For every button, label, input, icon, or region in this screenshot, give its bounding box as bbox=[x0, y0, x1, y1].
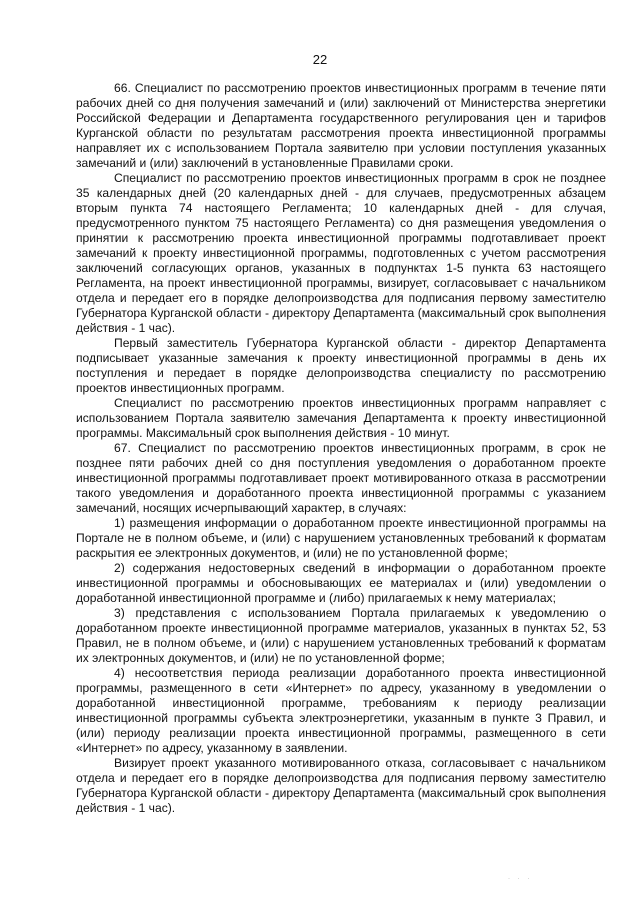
list-item-4: 4) несоответствия периода реализации доработанного проекта инвестиционной программы, размещенного в сети «Интернет» по адресу, указанному в уведомлении о доработанной инвестиционной программе, требованиям к периоду реализации инвестиционной программы субъекта электроэнергетики, указанным в пункте 3 Правил, и (или) периоду реализации проекта инвестиционной программы, размещенного в сети «Интернет» по адресу, указанному в заявлении. bbox=[76, 666, 606, 755]
document-body bbox=[76, 81, 606, 816]
list-item-3: 3) представления с использованием Портала прилагаемых к уведомлению о доработанном проекте инвестиционной программе материалов, указанных в пунктах 52, 53 Правил, не в полном объеме, и (или) с нарушением установленных требований к форматам их электронных документов, и (или) не по установленной форме; bbox=[76, 606, 606, 665]
page-number: 22 bbox=[312, 52, 328, 67]
paragraph-send-remarks: Специалист по рассмотрению проектов инвестиционных программ направляет с использованием Портала заявителю замечания Департамента к проекту инвестиционной программы. Максимальный срок выполнения действия - 10 минут. bbox=[76, 396, 606, 440]
paragraph-66-intro: 66. Специалист по рассмотрению проектов инвестиционных программ в течение пяти рабочих дней со дня получения замечаний и (или) заключений от Министерства энергетики Российской Федерации и Департамента государственного регулирования цен и тарифов Курганской области по результатам рассмотрения проекта инвестиционной программы направляет их с использованием Портала заявителю при условии поступления указанных замечаний и (или) заключений в установленные Правилами сроки. bbox=[76, 81, 606, 170]
list-item-1: 1) размещения информации о доработанном проекте инвестиционной программы на Портале не в полном объеме, и (или) с нарушением установленных требований к форматам раскрытия ее электронных документов, и (или) не по установленной форме; bbox=[76, 516, 606, 560]
paragraph-67-intro: 67. Специалист по рассмотрению проектов инвестиционных программ, в срок не позднее пяти рабочих дней со дня поступления уведомления о доработанном проекте инвестиционной программы подготавливает проект мотивированного отказа в рассмотрении такого уведомления и доработанного проекта инвестиционной программы с указанием замечаний, носящих исчерпывающий характер, в случаях: bbox=[76, 441, 606, 515]
scan-artifact-dots: · · · bbox=[508, 876, 533, 882]
list-item-2: 2) содержания недостоверных сведений в информации о доработанном проекте инвестиционной программы и обосновывающих ее материалах и (или) уведомлении о доработанной инвестиционной программе и (либо) прилагаемых к нему материалах; bbox=[76, 561, 606, 605]
paragraph-first-deputy-signs: Первый заместитель Губернатора Курганской области - директор Департамента подписывает указанные замечания к проекту инвестиционной программы в день их поступления и передает в порядке делопроизводства специалисту по рассмотрению проектов инвестиционных программ. bbox=[76, 336, 606, 395]
paragraph-remarks-deadline: Специалист по рассмотрению проектов инвестиционных программ в срок не позднее 35 календарных дней (20 календарных дней - для случаев, предусмотренных абзацем вторым пункта 74 настоящего Регламента; 10 календарных дней - для случая, предусмотренного пунктом 75 настоящего Регламента) со дня размещения уведомления о принятии к рассмотрению проекта инвестиционной программы подготавливает проект замечаний к проекту инвестиционной программы, подготовленных с учетом рассмотрения заключений согласующих органов, указанных в подпунктах 1-5 пункта 63 настоящего Регламента, на проект инвестиционной программы, визирует, согласовывает с начальником отдела и передает его в порядке делопроизводства для подписания первому заместителю Губернатора Курганской области - директору Департамента (максимальный срок выполнения действия - 1 час). bbox=[76, 171, 606, 335]
paragraph-visa-refusal: Визирует проект указанного мотивированного отказа, согласовывает с начальником отдела и передает его в порядке делопроизводства для подписания первому заместителю Губернатора Курганской области - директору Департамента (максимальный срок выполнения действия - 1 час). bbox=[76, 756, 606, 815]
